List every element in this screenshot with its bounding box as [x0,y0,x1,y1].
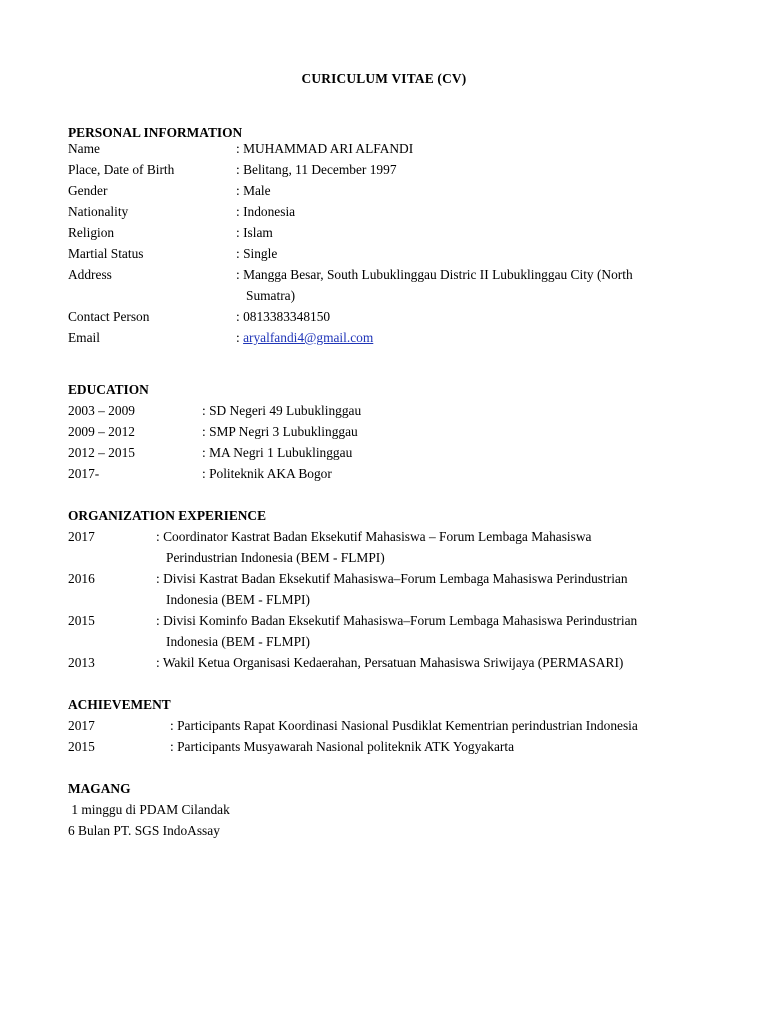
organization-line-2: Indonesia (BEM - FLMPI) [166,592,310,607]
section-heading-magang: MAGANG [68,781,131,796]
achievement-text: : Participants Musyawarah Nasional politeknik ATK Yogyakarta [170,739,515,754]
organization-year: 2016 [68,571,95,586]
page-title: CURICULUM VITAE (CV) [301,71,467,86]
organization-line-2: Indonesia (BEM - FLMPI) [166,634,310,649]
field-label: Name [68,141,100,156]
field-label: Martial Status [68,246,144,261]
organization-line-1: : Wakil Ketua Organisasi Kedaerahan, Persatuan Mahasiswa Sriwijaya (PERMASARI) [156,655,624,670]
education-school: : SMP Negri 3 Lubuklinggau [202,424,358,439]
education-school: : MA Negri 1 Lubuklinggau [202,445,353,460]
education-period: 2012 – 2015 [68,445,135,460]
section-heading-achievement: ACHIEVEMENT [68,697,171,712]
organization-line-1: : Divisi Kominfo Badan Eksekutif Mahasiswa–Forum Lembaga Mahasiswa Perindustrian [156,613,638,628]
organization-line-1: : Coordinator Kastrat Badan Eksekutif Mahasiswa – Forum Lembaga Mahasiswa [156,529,592,544]
section-heading-personal: PERSONAL INFORMATION [68,125,243,140]
field-label: Religion [68,225,115,240]
education-school: : Politeknik AKA Bogor [202,466,332,481]
address-line-1: : Mangga Besar, South Lubuklinggau Distric II Lubuklinggau City (North [236,267,633,282]
achievement-year: 2015 [68,739,95,754]
field-value: : MUHAMMAD ARI ALFANDI [236,141,414,156]
email-link[interactable]: aryalfandi4@gmail.com [243,330,374,345]
education-period: 2017- [68,466,100,481]
field-value: : Islam [236,225,273,240]
email-prefix: : [236,330,244,345]
field-label: Nationality [68,204,129,219]
organization-year: 2017 [68,529,95,544]
education-period: 2009 – 2012 [68,424,135,439]
field-label: Gender [68,183,108,198]
education-school: : SD Negeri 49 Lubuklinggau [202,403,362,418]
field-label: Place, Date of Birth [68,162,175,177]
field-value: : Belitang, 11 December 1997 [236,162,397,177]
field-label: Contact Person [68,309,150,324]
organization-line-2: Perindustrian Indonesia (BEM - FLMPI) [166,550,385,565]
achievement-year: 2017 [68,718,95,733]
field-value: : Single [236,246,278,261]
field-label: Email [68,330,100,345]
field-label: Address [68,267,112,282]
address-line-2: Sumatra) [246,288,296,303]
organization-year: 2015 [68,613,95,628]
field-value: : 0813383348150 [236,309,331,324]
section-heading-organization: ORGANIZATION EXPERIENCE [68,508,267,523]
education-period: 2003 – 2009 [68,403,135,418]
section-heading-education: EDUCATION [68,382,149,397]
achievement-text: : Participants Rapat Koordinasi Nasional Pusdiklat Kementrian perindustrian Indonesia [170,718,638,733]
magang-item: 6 Bulan PT. SGS IndoAssay [68,823,220,838]
organization-line-1: : Divisi Kastrat Badan Eksekutif Mahasiswa–Forum Lembaga Mahasiswa Perindustrian [156,571,628,586]
organization-year: 2013 [68,655,95,670]
field-value: : Indonesia [236,204,296,219]
magang-item: 1 minggu di PDAM Cilandak [68,802,230,817]
field-value [236,330,373,346]
field-value: : Male [236,183,271,198]
